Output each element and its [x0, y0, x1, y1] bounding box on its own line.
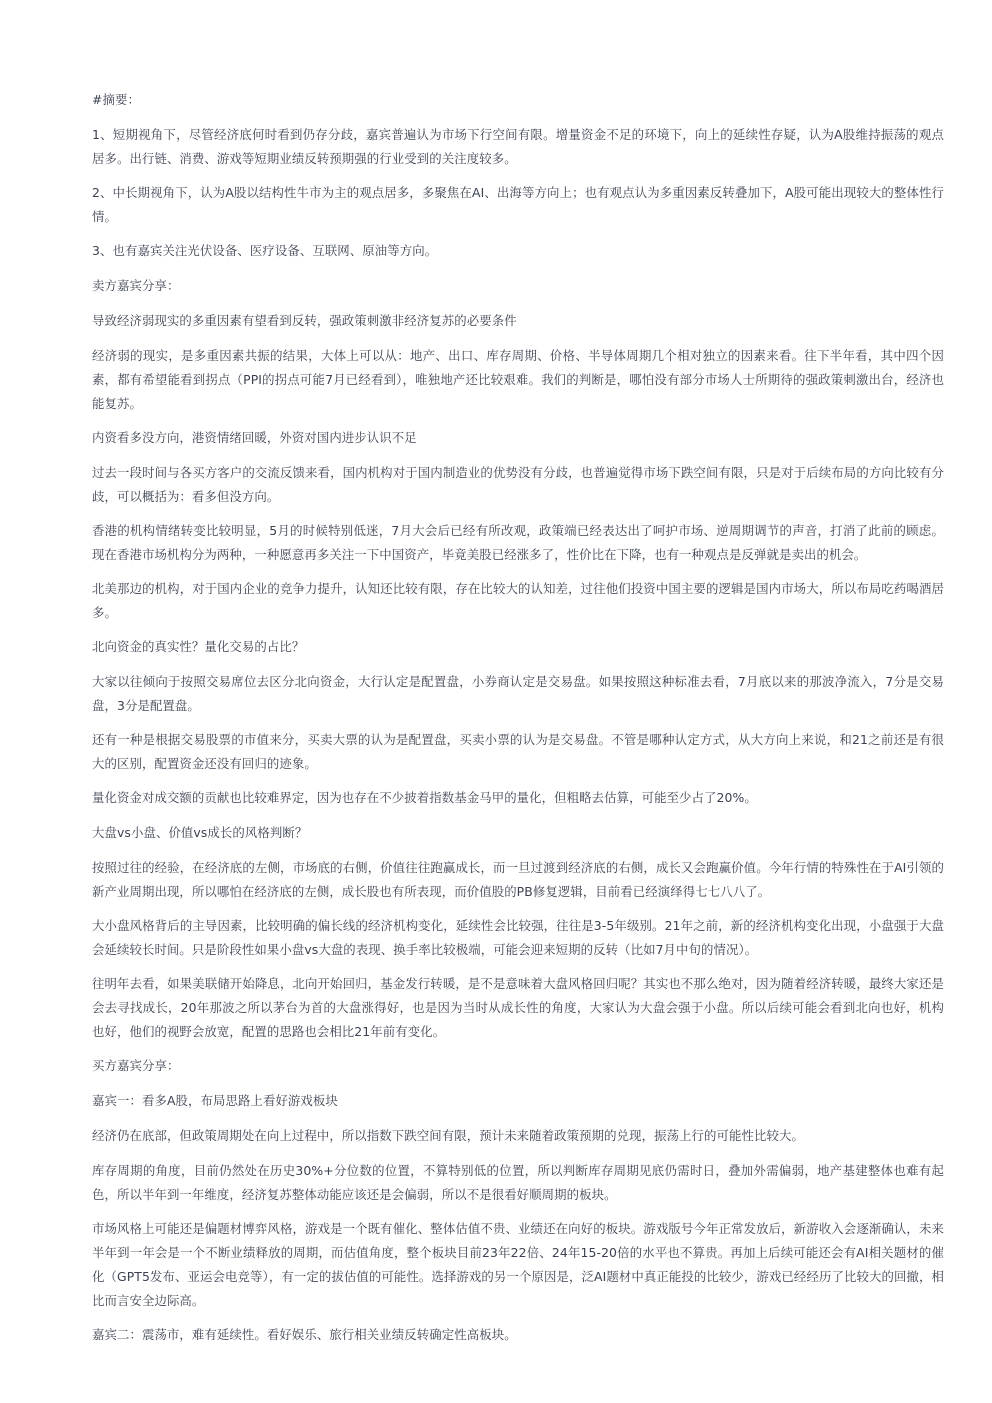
body-paragraph: 经济仍在底部，但政策周期处在向上过程中，所以指数下跌空间有限，预计未来随着政策预期的兑现，振荡上行的可能性比较大。 [92, 1128, 804, 1143]
body-paragraph: 量化资金对成交额的贡献也比较难界定，因为也存在不少披着指数基金马甲的量化，但粗略去估算，可能至少占了20%。 [92, 790, 757, 805]
section-heading: 导致经济弱现实的多重因素有望看到反转，强政策刺激非经济复苏的必要条件 [92, 313, 517, 328]
body-paragraph: 还有一种是根据交易股票的市值来分，买卖大票的认为是配置盘，买卖小票的认为是交易盘。不管是哪种认定方式，从大方向上来说，和21之前还是有很大的区别，配置资金还没有回归的迹象。 [92, 732, 944, 771]
body-paragraph: 大家以往倾向于按照交易席位去区分北向资金，大行认定是配置盘，小券商认定是交易盘。如果按照这种标准去看，7月底以来的那波净流入，7分是交易盘，3分是配置盘。 [92, 674, 944, 713]
body-paragraph: 大小盘风格背后的主导因素，比较明确的偏长线的经济机构变化，延续性会比较强，往往是3-5年级别。21年之前，新的经济机构变化出现，小盘强于大盘会延续较长时间。只是阶段性如果小盘vs大盘的表现、换手率比较极端，可能会迎来短期的反转（比如7月中旬的情况）。 [92, 918, 944, 957]
sell-side-heading: 卖方嘉宾分享： [92, 278, 180, 293]
body-paragraph: 北美那边的机构，对于国内企业的竞争力提升，认知还比较有限，存在比较大的认知差，过往他们投资中国主要的逻辑是国内市场大，所以布局吃药喝酒居多。 [92, 581, 944, 620]
body-paragraph: 经济弱的现实，是多重因素共振的结果，大体上可以从：地产、出口、库存周期、价格、半导体周期几个相对独立的因素来看。往下半年看，其中四个因素，都有希望能看到拐点（PPI的拐点可能7月已经看到），唯独地产还比较艰难。我们的判断是，哪怕没有部分市场人士所期待的强政策刺激出台，经济也能复苏。 [92, 348, 944, 411]
section-heading: 北向资金的真实性？量化交易的占比？ [92, 639, 305, 654]
body-paragraph: 按照过往的经验，在经济底的左侧，市场底的右侧，价值往往跑赢成长，而一旦过渡到经济底的右侧，成长又会跑赢价值。今年行情的特殊性在于AI引领的新产业周期出现，所以哪怕在经济底的左侧，成长股也有所表现，而价值股的PB修复逻辑，目前看已经演绎得七七八八了。 [92, 860, 944, 899]
body-paragraph: 往明年去看，如果美联储开始降息，北向开始回归，基金发行转暖，是不是意味着大盘风格回归呢？其实也不那么绝对，因为随着经济转暖，最终大家还是会去寻找成长，20年那波之所以茅台为首的大盘涨得好，也是因为当时从成长性的角度，大家认为大盘会强于小盘。所以后续可能会看到北向也好，机构也好，他们的视野会放宽，配置的思路也会相比21年前有变化。 [92, 976, 944, 1039]
section-heading: 大盘vs小盘、价值vs成长的风格判断？ [92, 825, 308, 840]
section-heading: 内资看多没方向，港资情绪回暖，外资对国内进步认识不足 [92, 430, 417, 445]
summary-point-3: 3、也有嘉宾关注光伏设备、医疗设备、互联网、原油等方向。 [92, 243, 438, 258]
guest-heading: 嘉宾一：看多A股，布局思路上看好游戏板块 [92, 1093, 338, 1108]
body-paragraph: 市场风格上可能还是偏题材博弈风格，游戏是一个既有催化、整体估值不贵、业绩还在向好的板块。游戏版号今年正常发放后，新游收入会逐渐确认，未来半年到一年会是一个不断业绩释放的周期，而估值角度，整个板块目前23年22倍、24年15-20倍的水平也不算贵。再加上后续可能还会有AI相关题材的催化（GPT5发布、亚运会电竞等），有一定的拔估值的可能性。选择游戏的另一个原因是，泛AI题材中真正能投的比较少，游戏已经经历了比较大的回撤，相比而言安全边际高。 [92, 1221, 944, 1308]
summary-point-2: 2、中长期视角下，认为A股以结构性牛市为主的观点居多，多聚焦在AI、出海等方向上；也有观点认为多重因素反转叠加下，A股可能出现较大的整体性行情。 [92, 185, 944, 224]
body-paragraph: 香港的机构情绪转变比较明显，5月的时候特别低迷，7月大会后已经有所改观，政策端已经表达出了呵护市场、逆周期调节的声音，打消了此前的顾虑。现在香港市场机构分为两种，一种愿意再多关注一下中国资产，毕竟美股已经涨多了，性价比在下降，也有一种观点是反弹就是卖出的机会。 [92, 523, 944, 562]
summary-heading: #摘要： [92, 92, 140, 107]
buy-side-heading: 买方嘉宾分享： [92, 1058, 180, 1073]
body-paragraph: 过去一段时间与各买方客户的交流反馈来看，国内机构对于国内制造业的优势没有分歧，也普遍觉得市场下跌空间有限，只是对于后续布局的方向比较有分歧，可以概括为：看多但没方向。 [92, 465, 944, 504]
guest-heading: 嘉宾二：震荡市，难有延续性。看好娱乐、旅行相关业绩反转确定性高板块。 [92, 1327, 517, 1342]
body-paragraph: 库存周期的角度，目前仍然处在历史30%+分位数的位置，不算特别低的位置，所以判断库存周期见底仍需时日，叠加外需偏弱，地产基建整体也难有起色，所以半年到一年维度，经济复苏整体动能应该还是会偏弱，所以不是很看好顺周期的板块。 [92, 1163, 944, 1202]
summary-point-1: 1、短期视角下，尽管经济底何时看到仍存分歧，嘉宾普遍认为市场下行空间有限。增量资金不足的环境下，向上的延续性存疑，认为A股维持振荡的观点居多。出行链、消费、游戏等短期业绩反转预期强的行业受到的关注度较多。 [92, 127, 944, 166]
document-body [92, 88, 944, 1358]
